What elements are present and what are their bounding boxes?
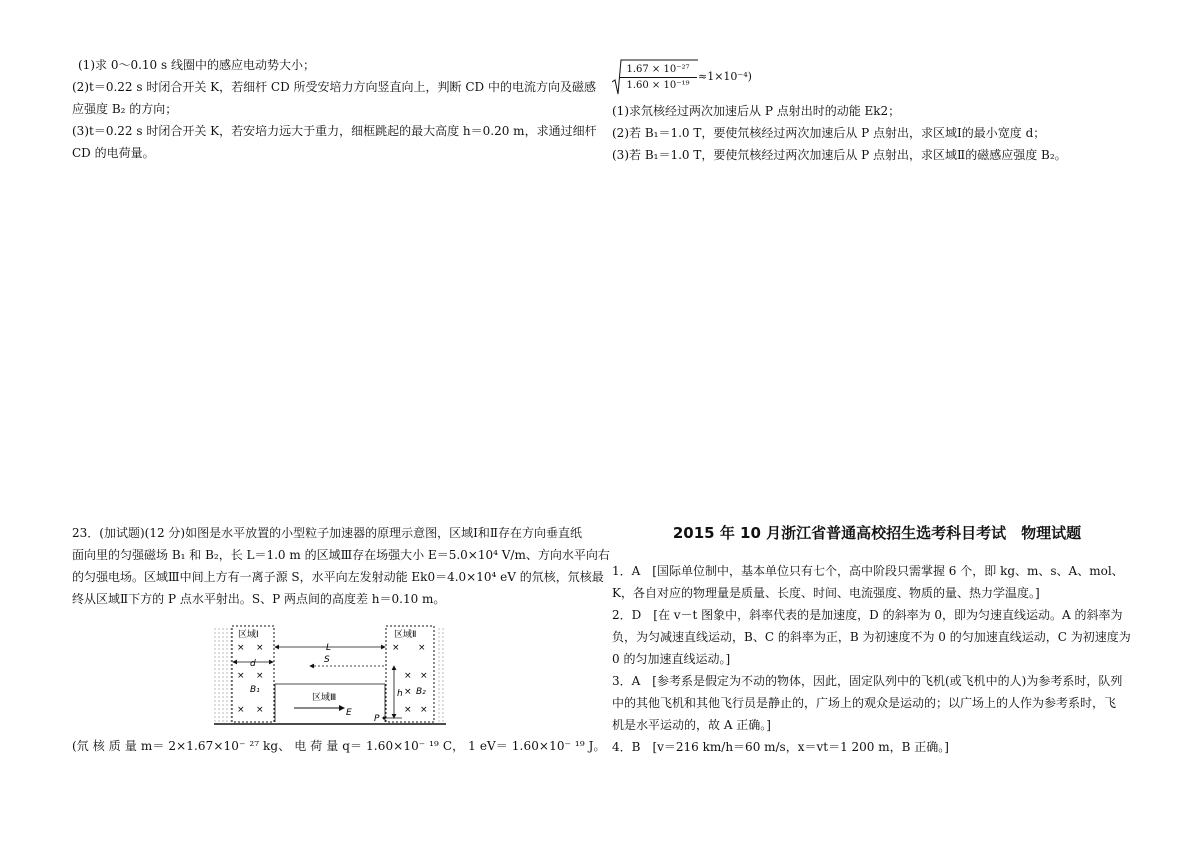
- field-cross: ×: [404, 687, 412, 697]
- field-cross: ×: [420, 705, 428, 715]
- s-label: S: [324, 655, 330, 665]
- field-cross: ×: [404, 671, 412, 681]
- right-hatch: [436, 626, 446, 722]
- field-cross: ×: [237, 671, 245, 681]
- field-cross: ×: [256, 705, 264, 715]
- question-23-line: 的匀强电场。区域Ⅲ中间上方有一离子源 S，水平向左发射动能 Ek0＝4.0×10⁴ eV 的氘核，氘核最: [72, 570, 604, 584]
- right-top-question: [612, 58, 1142, 166]
- answers-list: [612, 560, 1142, 758]
- fraction-numerator: 1.67 × 10⁻²⁷: [619, 62, 697, 78]
- field-cross: ×: [392, 643, 400, 653]
- region-2-label: 区域Ⅱ: [394, 630, 417, 640]
- left-top-question: [72, 54, 597, 164]
- answers-section: [612, 520, 1142, 758]
- field-cross: ×: [256, 643, 264, 653]
- field-cross: ×: [420, 671, 428, 681]
- question-part-2: (2)t＝0.22 s 时闭合开关 K，若细杆 CD 所受安培力方向竖直向上，判断 CD 中的电流方向及磁感: [72, 80, 596, 94]
- answer-line: 0 的匀加速直线运动。]: [612, 652, 731, 666]
- question-part-3: (3)t＝0.22 s 时闭合开关 K，若安培力远大于重力，细框跳起的最大高度 h＝0.20 m，求通过细杆: [72, 124, 597, 138]
- question-23-line: 面向里的匀强磁场 B₁ 和 B₂，长 L＝1.0 m 的区域Ⅲ存在场强大小 E＝5.0×10⁴ V/m、方向水平向右: [72, 548, 610, 562]
- question-part-2-cont: 应强度 B₂ 的方向；: [72, 102, 178, 116]
- subquestion-2: (2)若 B₁＝1.0 T，要使氘核经过两次加速后从 P 点射出，求区域Ⅰ的最小宽度 d；: [612, 126, 1046, 140]
- region-1-label: 区域Ⅰ: [238, 630, 259, 640]
- subquestion-1: (1)求氘核经过两次加速后从 P 点射出时的动能 Ek2；: [612, 104, 901, 118]
- p-point: [383, 717, 386, 720]
- question-23: [72, 522, 610, 610]
- field-cross: ×: [237, 643, 245, 653]
- approx-value: ≈1×10⁻⁴): [698, 70, 752, 83]
- region-2-field: [392, 643, 428, 715]
- sqrt-fraction: [619, 62, 697, 93]
- answer-line: 2．D [在 v－t 图象中，斜率代表的是加速度，D 的斜率为 0，即为匀速直线运动。A 的斜率为: [612, 608, 1123, 622]
- left-hatch: [214, 626, 232, 722]
- d-label: d: [250, 659, 256, 669]
- field-cross: ×: [256, 671, 264, 681]
- field-cross: ×: [237, 705, 245, 715]
- subquestion-3: (3)若 B₁＝1.0 T，要使氘核经过两次加速后从 P 点射出，求区域Ⅱ的磁感应强度 B₂。: [612, 148, 1067, 162]
- question-23-line: 23．(加试题)(12 分)如图是水平放置的小型粒子加速器的原理示意图，区域Ⅰ和Ⅱ存在方向垂直纸: [72, 526, 582, 540]
- answer-line: 中的其他飞机和其他飞行员是静止的，广场上的观众是运动的；以广场上的人作为参考系时，飞: [612, 696, 1117, 710]
- question-23-line: 终从区域Ⅱ下方的 P 点水平射出。S、P 两点间的高度差 h＝0.10 m。: [72, 592, 446, 606]
- answer-line: 1．A [国际单位制中，基本单位只有七个，高中阶段只需掌握 6 个，即 kg、m、s、A、mol、: [612, 564, 1124, 578]
- sqrt-formula: [612, 58, 812, 100]
- question-part-1: (1)求 0～0.10 s 线圈中的感应电动势大小；: [78, 58, 315, 72]
- region-3-label: 区域Ⅲ: [312, 693, 337, 703]
- question-part-3-cont: CD 的电荷量。: [72, 146, 155, 160]
- p-label: P: [374, 714, 380, 724]
- answer-line: K，各自对应的物理量是质量、长度、时间、电流强度、物质的量、热力学温度。]: [612, 586, 1040, 600]
- field-cross: ×: [404, 705, 412, 715]
- fraction-denominator: 1.60 × 10⁻¹⁹: [626, 80, 690, 91]
- h-label: h: [397, 689, 403, 699]
- b2-label: B₂: [416, 687, 426, 697]
- region-1-field: [237, 643, 264, 715]
- answer-line: 3．A [参考系是假定为不动的物体，因此，固定队列中的飞机(或飞机中的人)为参考系时，队列: [612, 674, 1123, 688]
- answers-title: 2015 年 10 月浙江省普通高校招生选考科目考试 物理试题: [672, 524, 1082, 542]
- answer-line: 负，为匀减速直线运动，B、C 的斜率为正，B 为初速度不为 0 的匀加速直线运动，C 为初速度为: [612, 630, 1131, 644]
- constants-note: (氘 核 质 量 m＝ 2×1.67×10⁻ ²⁷ kg、 电 荷 量 q＝ 1.60×10⁻ ¹⁹ C， 1 eV＝ 1.60×10⁻ ¹⁹ J。: [72, 739, 606, 753]
- accelerator-diagram: [214, 620, 446, 730]
- e-label: E: [346, 708, 352, 718]
- answer-line: 机是水平运动的，故 A 正确。]: [612, 718, 771, 732]
- field-cross: ×: [418, 643, 426, 653]
- l-label: L: [326, 643, 332, 653]
- b1-label: B₁: [250, 685, 260, 695]
- answer-line: 4．B [v＝216 km/h＝60 m/s，x＝vt＝1 200 m，B 正确。]: [612, 740, 949, 754]
